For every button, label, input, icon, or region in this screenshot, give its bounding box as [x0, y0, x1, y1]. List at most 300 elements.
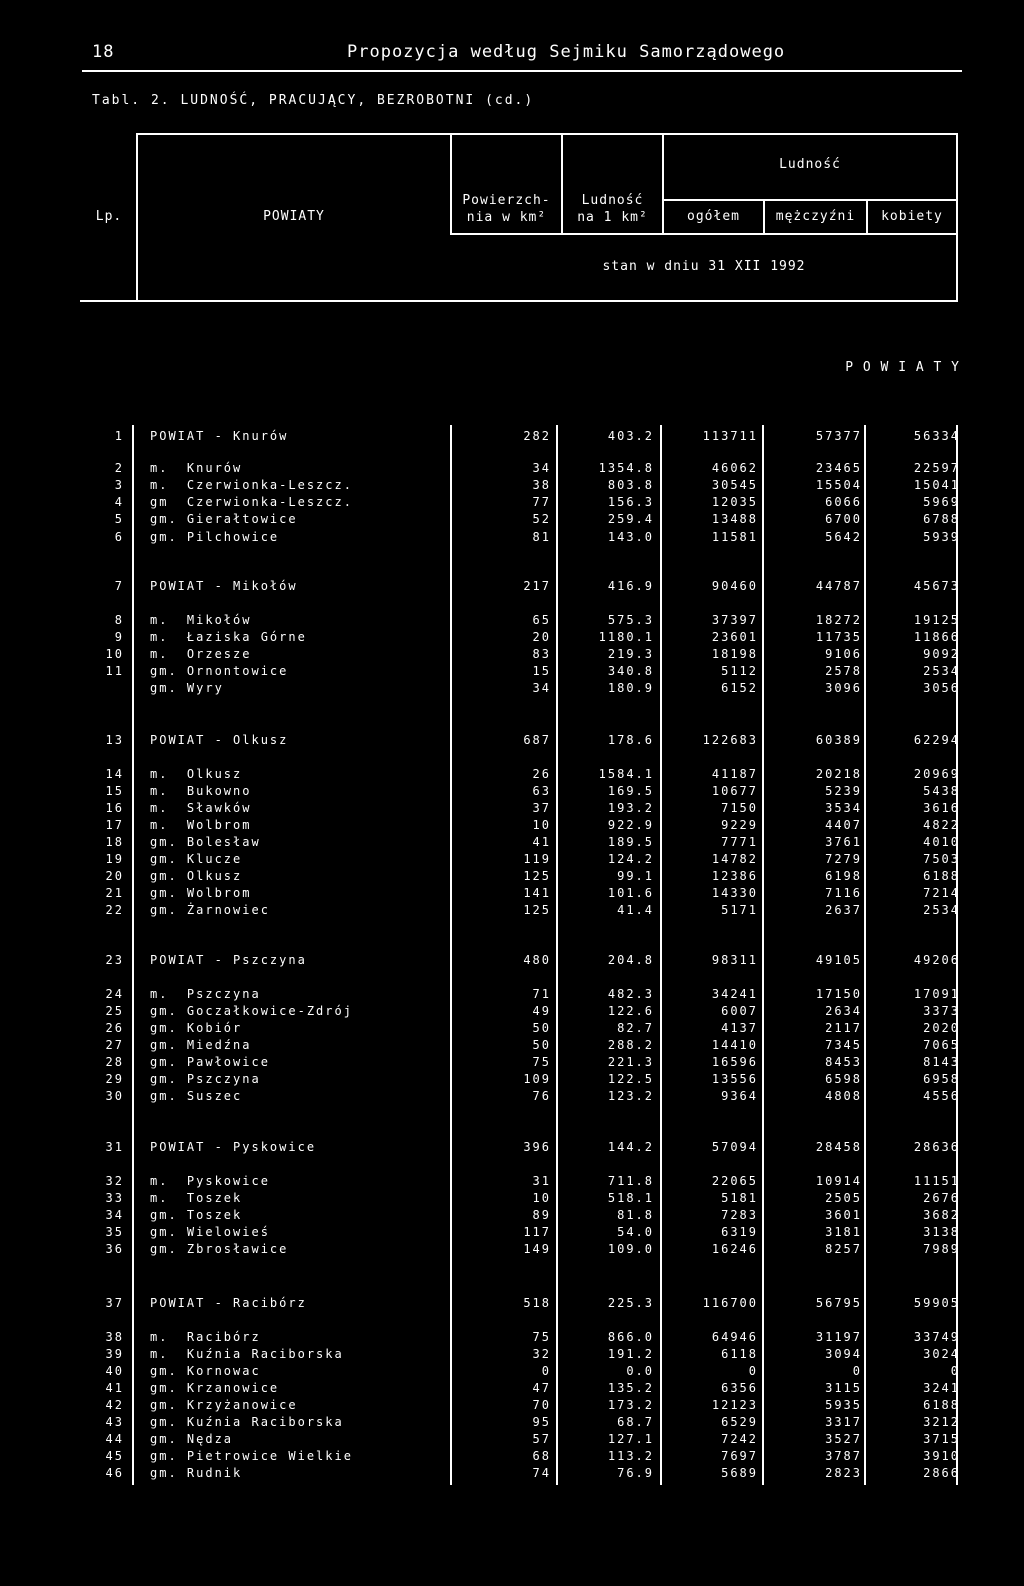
cell-women: 2534 [923, 903, 960, 917]
cell-name: gm. Ornontowice [150, 664, 289, 678]
cell-name: gm. Klucze [150, 852, 243, 866]
cell-density: 288.2 [607, 1038, 654, 1052]
table-row [0, 630, 1024, 646]
cell-men: 6066 [825, 495, 862, 509]
cell-men: 15504 [815, 478, 862, 492]
table-row [0, 953, 1024, 969]
cell-density: 189.5 [607, 835, 654, 849]
cell-total: 6118 [721, 1347, 758, 1361]
col-powiaty: POWIATY [263, 209, 325, 224]
cell-density: 180.9 [607, 681, 654, 695]
cell-lp: 6 [114, 530, 124, 544]
cell-name: gm. Toszek [150, 1208, 243, 1222]
cell-total: 9364 [721, 1089, 758, 1103]
cell-name: gm. Żarnowiec [150, 903, 270, 917]
cell-area: 83 [532, 647, 551, 661]
cell-density: 156.3 [607, 495, 654, 509]
col-men: mężczyźni [775, 209, 856, 224]
cell-name: m. Mikołów [150, 613, 252, 627]
cell-total: 46062 [711, 461, 758, 475]
cell-men: 3527 [825, 1432, 862, 1446]
cell-lp: 34 [105, 1208, 124, 1222]
cell-name: m. Toszek [150, 1191, 243, 1205]
cell-density: 143.0 [607, 530, 654, 544]
cell-women: 28636 [913, 1140, 960, 1154]
cell-men: 4407 [825, 818, 862, 832]
page-title: Propozycja według Sejmiku Samorządowego [347, 42, 786, 62]
cell-density: 204.8 [607, 953, 654, 967]
cell-density: 416.9 [607, 579, 654, 593]
table-row [0, 1140, 1024, 1156]
cell-men: 3787 [825, 1449, 862, 1463]
cell-lp: 39 [105, 1347, 124, 1361]
cell-men: 6700 [825, 512, 862, 526]
table-row [0, 1055, 1024, 1071]
cell-density: 109.0 [607, 1242, 654, 1256]
cell-women: 6788 [923, 512, 960, 526]
cell-density: 123.2 [607, 1089, 654, 1103]
cell-women: 11151 [913, 1174, 960, 1188]
section-title: P O W I A T Y [845, 360, 960, 375]
cell-name: gm. Kobiór [150, 1021, 243, 1035]
cell-women: 3024 [923, 1347, 960, 1361]
cell-density: 922.9 [607, 818, 654, 832]
cell-area: 95 [532, 1415, 551, 1429]
cell-lp: 2 [114, 461, 124, 475]
cell-area: 217 [523, 579, 551, 593]
table-row [0, 1347, 1024, 1363]
cell-men: 2823 [825, 1466, 862, 1480]
table-row [0, 1072, 1024, 1088]
cell-men: 8257 [825, 1242, 862, 1256]
cell-women: 15041 [913, 478, 960, 492]
cell-density: 101.6 [607, 886, 654, 900]
cell-name: m. Pszczyna [150, 987, 261, 1001]
cell-name: gm. Pszczyna [150, 1072, 261, 1086]
cell-total: 90460 [711, 579, 758, 593]
table-row [0, 579, 1024, 595]
cell-density: 1180.1 [598, 630, 654, 644]
cell-area: 75 [532, 1330, 551, 1344]
cell-total: 6356 [721, 1381, 758, 1395]
cell-lp: 20 [105, 869, 124, 883]
cell-area: 81 [532, 530, 551, 544]
cell-men: 2117 [825, 1021, 862, 1035]
table-row [0, 1415, 1024, 1431]
col-women: kobiety [881, 209, 943, 224]
cell-density: 191.2 [607, 1347, 654, 1361]
cell-total: 14410 [711, 1038, 758, 1052]
cell-total: 113711 [702, 429, 758, 443]
cell-lp: 21 [105, 886, 124, 900]
cell-women: 2020 [923, 1021, 960, 1035]
cell-men: 7279 [825, 852, 862, 866]
cell-total: 16596 [711, 1055, 758, 1069]
cell-women: 7989 [923, 1242, 960, 1256]
cell-name: gm. Suszec [150, 1089, 243, 1103]
table-row [0, 1330, 1024, 1346]
cell-total: 5181 [721, 1191, 758, 1205]
cell-women: 5438 [923, 784, 960, 798]
cell-density: 518.1 [607, 1191, 654, 1205]
table-row [0, 1191, 1024, 1207]
cell-area: 49 [532, 1004, 551, 1018]
cell-total: 7150 [721, 801, 758, 815]
cell-men: 18272 [815, 613, 862, 627]
table-row [0, 495, 1024, 511]
cell-men: 5935 [825, 1398, 862, 1412]
cell-lp: 43 [105, 1415, 124, 1429]
table-row [0, 681, 1024, 697]
cell-area: 52 [532, 512, 551, 526]
cell-density: 193.2 [607, 801, 654, 815]
cell-name: gm. Olkusz [150, 869, 243, 883]
cell-area: 68 [532, 1449, 551, 1463]
cell-lp: 41 [105, 1381, 124, 1395]
cell-men: 23465 [815, 461, 862, 475]
cell-women: 3212 [923, 1415, 960, 1429]
cell-lp: 9 [114, 630, 124, 644]
cell-total: 116700 [702, 1296, 758, 1310]
cell-men: 0 [852, 1364, 862, 1378]
cell-women: 5939 [923, 530, 960, 544]
cell-women: 19125 [913, 613, 960, 627]
cell-total: 16246 [711, 1242, 758, 1256]
cell-men: 3181 [825, 1225, 862, 1239]
col-density-line1: Ludność [581, 193, 644, 208]
cell-name: gm. Wielowieś [150, 1225, 270, 1239]
cell-area: 63 [532, 784, 551, 798]
cell-density: 259.4 [607, 512, 654, 526]
cell-area: 109 [523, 1072, 551, 1086]
cell-area: 10 [532, 818, 551, 832]
table-row [0, 886, 1024, 902]
cell-area: 10 [532, 1191, 551, 1205]
cell-total: 6152 [721, 681, 758, 695]
cell-men: 2505 [825, 1191, 862, 1205]
cell-total: 5171 [721, 903, 758, 917]
cell-total: 6007 [721, 1004, 758, 1018]
table-caption: Tabl. 2. LUDNOŚĆ, PRACUJĄCY, BEZROBOTNI (cd.) [92, 93, 535, 108]
cell-name: m. Pyskowice [150, 1174, 270, 1188]
cell-name: gm. Krzanowice [150, 1381, 280, 1395]
cell-women: 49206 [913, 953, 960, 967]
cell-area: 47 [532, 1381, 551, 1395]
table-row [0, 1432, 1024, 1448]
cell-density: 575.3 [607, 613, 654, 627]
cell-density: 127.1 [607, 1432, 654, 1446]
cell-men: 3534 [825, 801, 862, 815]
cell-women: 11866 [913, 630, 960, 644]
cell-density: 0.0 [626, 1364, 654, 1378]
cell-women: 56334 [913, 429, 960, 443]
cell-area: 125 [523, 869, 551, 883]
cell-total: 18198 [711, 647, 758, 661]
cell-name: gm. Zbrosławice [150, 1242, 289, 1256]
cell-men: 7345 [825, 1038, 862, 1052]
cell-name: gm Czerwionka-Leszcz. [150, 495, 353, 509]
cell-density: 866.0 [607, 1330, 654, 1344]
table-row [0, 1466, 1024, 1482]
cell-lp: 28 [105, 1055, 124, 1069]
cell-area: 50 [532, 1021, 551, 1035]
cell-lp: 38 [105, 1330, 124, 1344]
cell-name: gm. Kuźnia Raciborska [150, 1415, 344, 1429]
cell-women: 7503 [923, 852, 960, 866]
table-row [0, 987, 1024, 1003]
cell-lp: 46 [105, 1466, 124, 1480]
cell-name: gm. Bolesław [150, 835, 261, 849]
table-row [0, 801, 1024, 817]
cell-lp: 37 [105, 1296, 124, 1310]
cell-total: 22065 [711, 1174, 758, 1188]
cell-lp: 7 [114, 579, 124, 593]
cell-men: 57377 [815, 429, 862, 443]
cell-lp: 22 [105, 903, 124, 917]
table-row [0, 512, 1024, 528]
cell-density: 173.2 [607, 1398, 654, 1412]
cell-men: 17150 [815, 987, 862, 1001]
cell-men: 2634 [825, 1004, 862, 1018]
cell-area: 480 [523, 953, 551, 967]
cell-total: 10677 [711, 784, 758, 798]
cell-men: 3601 [825, 1208, 862, 1222]
table-row [0, 1364, 1024, 1380]
cell-total: 13488 [711, 512, 758, 526]
cell-name: gm. Nędza [150, 1432, 234, 1446]
table-row [0, 613, 1024, 629]
cell-women: 33749 [913, 1330, 960, 1344]
cell-men: 8453 [825, 1055, 862, 1069]
cell-density: 225.3 [607, 1296, 654, 1310]
cell-density: 82.7 [617, 1021, 654, 1035]
table-row [0, 767, 1024, 783]
cell-lp: 16 [105, 801, 124, 815]
cell-men: 10914 [815, 1174, 862, 1188]
cell-women: 62294 [913, 733, 960, 747]
cell-name: m. Olkusz [150, 767, 243, 781]
cell-total: 0 [748, 1364, 758, 1378]
cell-lp: 26 [105, 1021, 124, 1035]
cell-total: 13556 [711, 1072, 758, 1086]
cell-density: 340.8 [607, 664, 654, 678]
cell-women: 4822 [923, 818, 960, 832]
cell-women: 2534 [923, 664, 960, 678]
cell-lp: 32 [105, 1174, 124, 1188]
cell-lp: 36 [105, 1242, 124, 1256]
cell-lp: 27 [105, 1038, 124, 1052]
table-row [0, 461, 1024, 477]
table-row [0, 664, 1024, 680]
cell-density: 1354.8 [598, 461, 654, 475]
cell-men: 49105 [815, 953, 862, 967]
cell-total: 64946 [711, 1330, 758, 1344]
cell-men: 3317 [825, 1415, 862, 1429]
table-row [0, 429, 1024, 445]
cell-total: 5689 [721, 1466, 758, 1480]
cell-total: 9229 [721, 818, 758, 832]
cell-area: 34 [532, 461, 551, 475]
cell-name: gm. Gierałtowice [150, 512, 298, 526]
cell-name: POWIAT - Racibórz [150, 1296, 307, 1310]
cell-women: 8143 [923, 1055, 960, 1069]
cell-lp: 24 [105, 987, 124, 1001]
table-row [0, 1038, 1024, 1054]
cell-area: 0 [541, 1364, 551, 1378]
cell-name: m. Racibórz [150, 1330, 261, 1344]
cell-area: 89 [532, 1208, 551, 1222]
cell-area: 119 [523, 852, 551, 866]
cell-name: m. Kuźnia Raciborska [150, 1347, 344, 1361]
cell-lp: 3 [114, 478, 124, 492]
cell-women: 3682 [923, 1208, 960, 1222]
table-row [0, 835, 1024, 851]
cell-men: 31197 [815, 1330, 862, 1344]
cell-name: gm. Wyry [150, 681, 224, 695]
cell-lp: 19 [105, 852, 124, 866]
cell-women: 4556 [923, 1089, 960, 1103]
col-density-line2: na 1 km² [577, 210, 648, 225]
cell-total: 30545 [711, 478, 758, 492]
table-row [0, 1242, 1024, 1258]
cell-women: 7065 [923, 1038, 960, 1052]
cell-area: 76 [532, 1089, 551, 1103]
cell-women: 9092 [923, 647, 960, 661]
cell-area: 50 [532, 1038, 551, 1052]
cell-name: m. Wolbrom [150, 818, 252, 832]
cell-men: 3094 [825, 1347, 862, 1361]
cell-density: 135.2 [607, 1381, 654, 1395]
cell-density: 403.2 [607, 429, 654, 443]
cell-lp: 23 [105, 953, 124, 967]
cell-women: 3616 [923, 801, 960, 815]
cell-area: 75 [532, 1055, 551, 1069]
cell-area: 31 [532, 1174, 551, 1188]
page-number: 18 [92, 42, 115, 62]
cell-total: 14782 [711, 852, 758, 866]
cell-density: 178.6 [607, 733, 654, 747]
table-row [0, 1381, 1024, 1397]
cell-lp: 42 [105, 1398, 124, 1412]
cell-density: 99.1 [617, 869, 654, 883]
cell-women: 2866 [923, 1466, 960, 1480]
cell-women: 7214 [923, 886, 960, 900]
cell-lp: 35 [105, 1225, 124, 1239]
cell-name: m. Knurów [150, 461, 243, 475]
cell-men: 5642 [825, 530, 862, 544]
cell-name: m. Bukowno [150, 784, 252, 798]
cell-lp: 33 [105, 1191, 124, 1205]
cell-density: 169.5 [607, 784, 654, 798]
cell-women: 17091 [913, 987, 960, 1001]
cell-total: 37397 [711, 613, 758, 627]
cell-men: 7116 [825, 886, 862, 900]
cell-men: 20218 [815, 767, 862, 781]
cell-women: 22597 [913, 461, 960, 475]
cell-name: gm. Pietrowice Wielkie [150, 1449, 353, 1463]
col-lp: Lp. [95, 209, 123, 224]
cell-men: 56795 [815, 1296, 862, 1310]
cell-lp: 8 [114, 613, 124, 627]
cell-total: 12386 [711, 869, 758, 883]
cell-area: 125 [523, 903, 551, 917]
cell-men: 6598 [825, 1072, 862, 1086]
cell-total: 98311 [711, 953, 758, 967]
cell-lp: 25 [105, 1004, 124, 1018]
cell-total: 23601 [711, 630, 758, 644]
cell-name: POWIAT - Pyskowice [150, 1140, 317, 1154]
col-total: ogółem [687, 209, 740, 224]
cell-women: 3910 [923, 1449, 960, 1463]
cell-total: 6319 [721, 1225, 758, 1239]
table-row [0, 903, 1024, 919]
cell-area: 71 [532, 987, 551, 1001]
cell-area: 687 [523, 733, 551, 747]
cell-men: 3096 [825, 681, 862, 695]
cell-density: 122.6 [607, 1004, 654, 1018]
cell-total: 7283 [721, 1208, 758, 1222]
table-row [0, 784, 1024, 800]
cell-area: 74 [532, 1466, 551, 1480]
cell-women: 6188 [923, 1398, 960, 1412]
cell-women: 5969 [923, 495, 960, 509]
cell-women: 3056 [923, 681, 960, 695]
cell-density: 803.8 [607, 478, 654, 492]
cell-lp: 11 [105, 664, 124, 678]
cell-lp: 30 [105, 1089, 124, 1103]
cell-women: 3715 [923, 1432, 960, 1446]
cell-total: 12035 [711, 495, 758, 509]
cell-women: 3373 [923, 1004, 960, 1018]
cell-name: m. Łaziska Górne [150, 630, 307, 644]
cell-men: 3115 [825, 1381, 862, 1395]
cell-name: POWIAT - Mikołów [150, 579, 298, 593]
cell-men: 60389 [815, 733, 862, 747]
cell-men: 5239 [825, 784, 862, 798]
cell-density: 219.3 [607, 647, 654, 661]
cell-density: 113.2 [607, 1449, 654, 1463]
cell-density: 1584.1 [598, 767, 654, 781]
cell-area: 15 [532, 664, 551, 678]
cell-density: 482.3 [607, 987, 654, 1001]
cell-men: 6198 [825, 869, 862, 883]
cell-lp: 29 [105, 1072, 124, 1086]
cell-area: 38 [532, 478, 551, 492]
cell-lp: 5 [114, 512, 124, 526]
cell-name: gm. Pilchowice [150, 530, 280, 544]
cell-name: m. Orzesze [150, 647, 252, 661]
cell-women: 2676 [923, 1191, 960, 1205]
cell-total: 5112 [721, 664, 758, 678]
cell-women: 4010 [923, 835, 960, 849]
cell-area: 34 [532, 681, 551, 695]
cell-total: 4137 [721, 1021, 758, 1035]
cell-name: POWIAT - Olkusz [150, 733, 289, 747]
cell-area: 518 [523, 1296, 551, 1310]
cell-total: 11581 [711, 530, 758, 544]
cell-area: 149 [523, 1242, 551, 1256]
cell-total: 12123 [711, 1398, 758, 1412]
cell-lp: 44 [105, 1432, 124, 1446]
cell-total: 7242 [721, 1432, 758, 1446]
cell-name: gm. Kornowac [150, 1364, 261, 1378]
table-row [0, 1089, 1024, 1105]
cell-density: 124.2 [607, 852, 654, 866]
cell-lp: 40 [105, 1364, 124, 1378]
cell-density: 81.8 [617, 1208, 654, 1222]
cell-area: 117 [523, 1225, 551, 1239]
table-row [0, 1208, 1024, 1224]
